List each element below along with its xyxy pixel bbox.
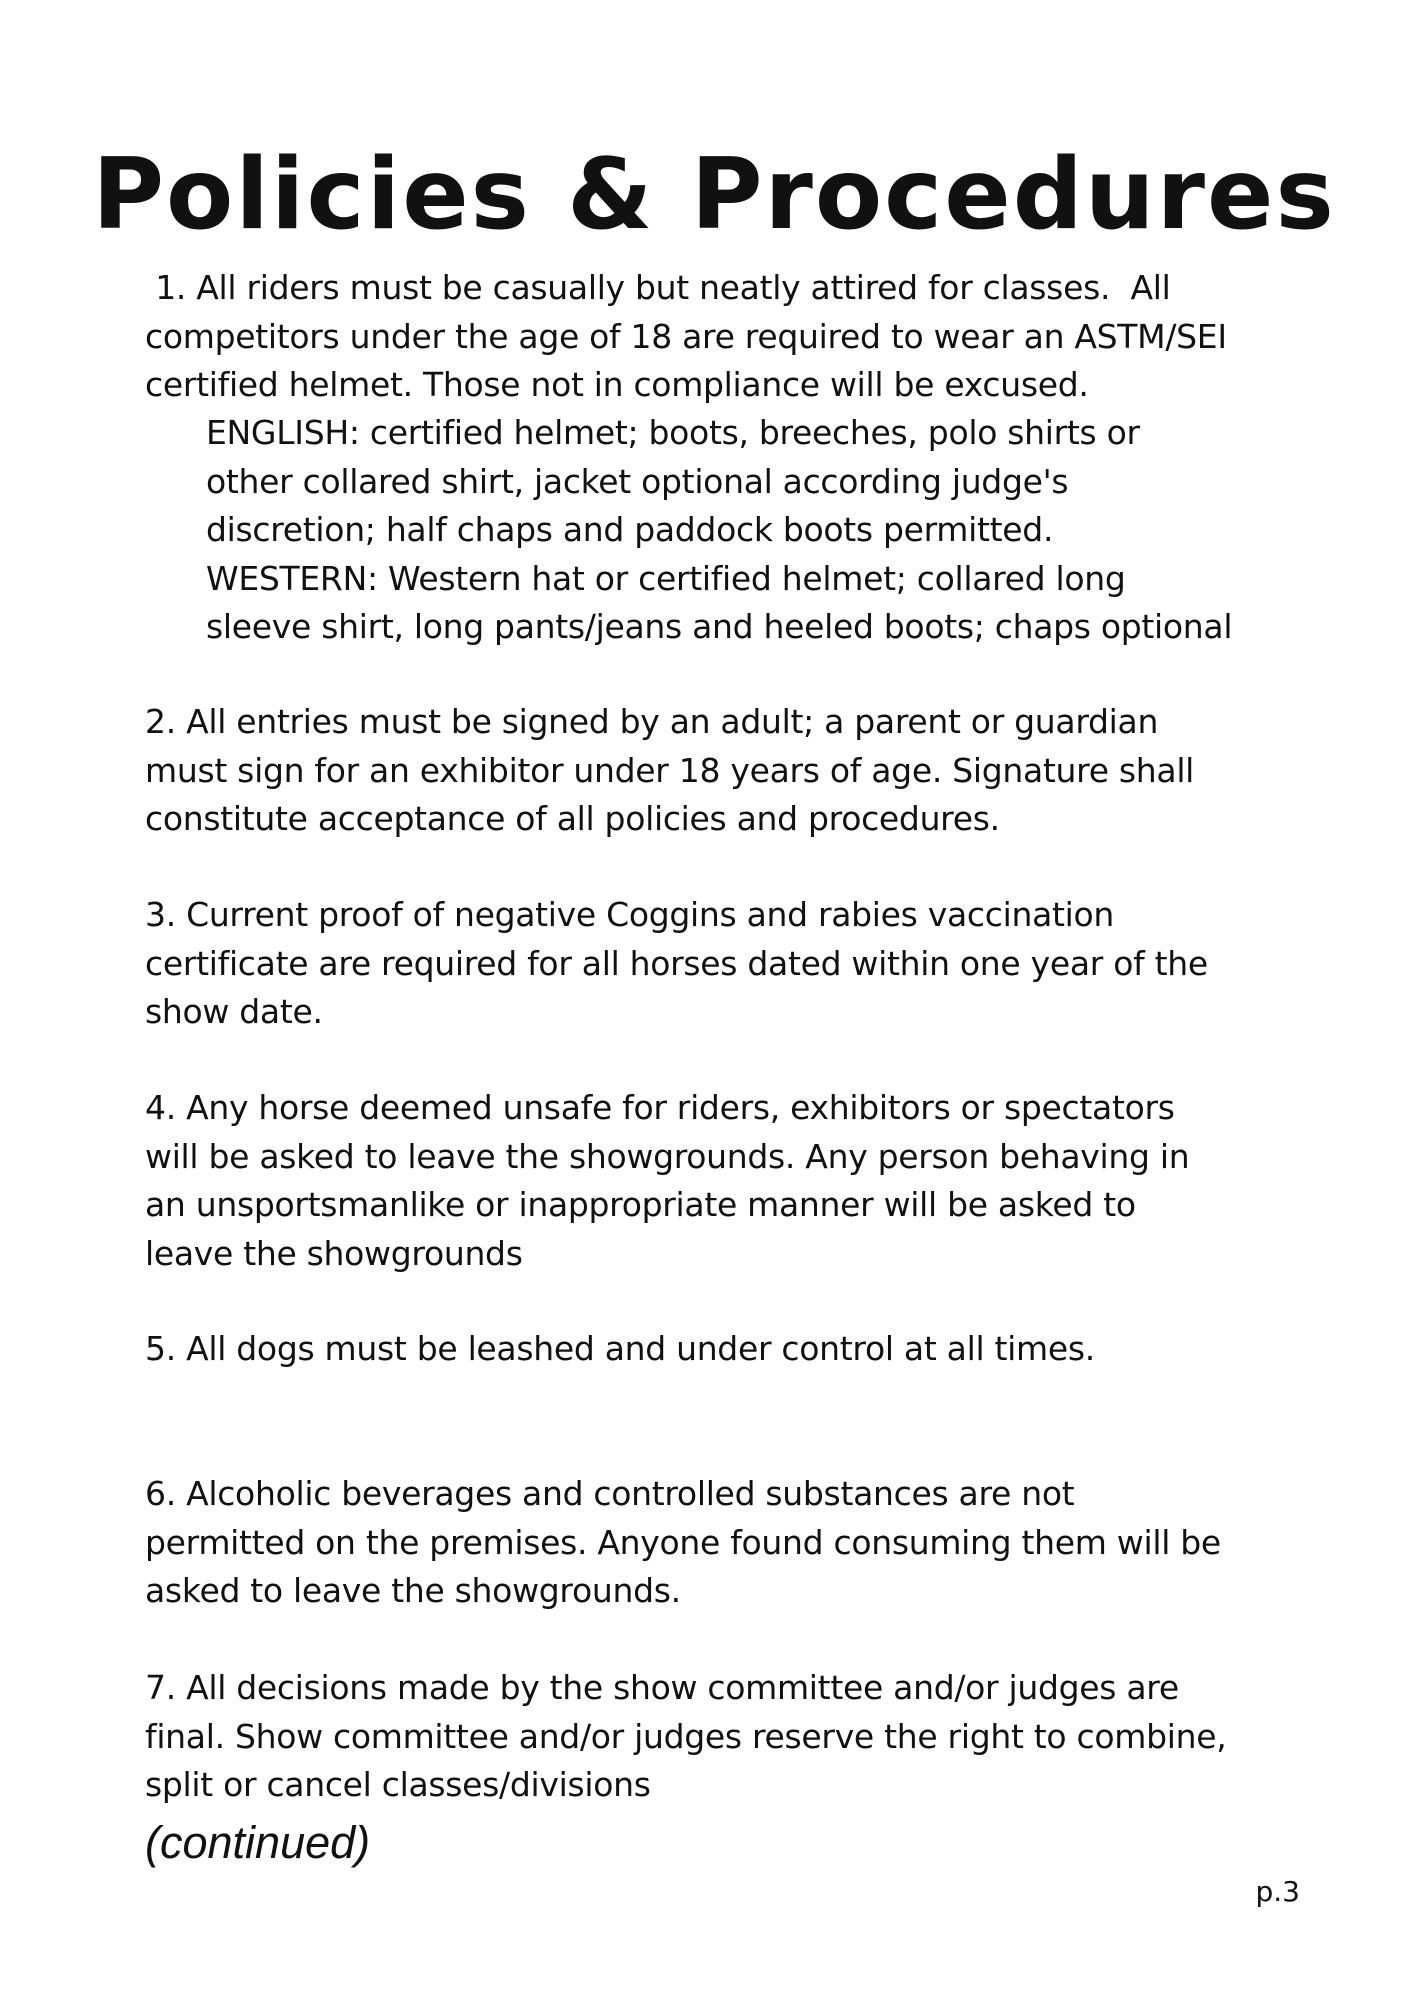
policy-line: certified helmet. Those not in compliance will be excused. [145, 365, 1089, 404]
policy-line: competitors under the age of 18 are required to wear an ASTM/SEI [145, 316, 1227, 356]
policy-line: an unsportsmanlike or inappropriate manner will be asked to [145, 1185, 1136, 1224]
policy-line: 6. Alcoholic beverages and controlled substances are not [145, 1474, 1075, 1513]
page-title: Policies & Procedures [92, 138, 1336, 252]
policy-line: must sign for an exhibitor under 18 years of age. Signature shall [145, 750, 1195, 790]
page-number: p.3 [1255, 1875, 1300, 1908]
english-attire-line: other collared shirt, jacket optional according judge's [206, 461, 1069, 501]
policy-line: 5. All dogs must be leashed and under control at all times. [145, 1329, 1095, 1368]
policy-line: split or cancel classes/divisions [145, 1765, 651, 1804]
english-attire-line: ENGLISH: certified helmet; boots, breeches, polo shirts or [206, 413, 1140, 452]
policy-line: show date. [145, 992, 323, 1031]
policy-line: asked to leave the showgrounds. [145, 1571, 681, 1610]
attire-requirements [206, 409, 1326, 652]
policy-item-6 [145, 1470, 1315, 1616]
policy-line: 3. Current proof of negative Coggins and rabies vaccination [145, 895, 1115, 934]
policy-item-2 [145, 698, 1315, 844]
western-attire-line: WESTERN: Western hat or certified helmet; collared long [206, 558, 1126, 598]
western-attire-line: sleeve shirt, long pants/jeans and heeled boots; chaps optional [206, 607, 1233, 646]
english-attire-line: discretion; half chaps and paddock boots permitted. [206, 510, 1054, 549]
policy-item-3 [145, 891, 1315, 1037]
policy-line: will be asked to leave the showgrounds. Any person behaving in [145, 1136, 1190, 1176]
continued-note: (continued) [145, 1817, 371, 1868]
policy-item-1 [145, 264, 1315, 410]
policy-line: 7. All decisions made by the show committee and/or judges are [145, 1668, 1179, 1707]
policy-line: leave the showgrounds [145, 1233, 523, 1273]
policy-item-5 [145, 1325, 1315, 1374]
policy-line: permitted on the premises. Anyone found consuming them will be [145, 1522, 1221, 1562]
policy-line: final. Show committee and/or judges reserve the right to combine, [145, 1716, 1227, 1756]
policy-line: constitute acceptance of all policies and procedures. [145, 799, 1000, 838]
policy-line: 2. All entries must be signed by an adult; a parent or guardian [145, 702, 1159, 741]
policy-item-7 [145, 1664, 1315, 1810]
policy-line: 1. All riders must be casually but neatly attired for classes. All [145, 268, 1171, 307]
policy-item-4 [145, 1084, 1315, 1278]
policy-line: certificate are required for all horses dated within one year of the [145, 943, 1208, 983]
policy-line: 4. Any horse deemed unsafe for riders, exhibitors or spectators [145, 1088, 1175, 1127]
